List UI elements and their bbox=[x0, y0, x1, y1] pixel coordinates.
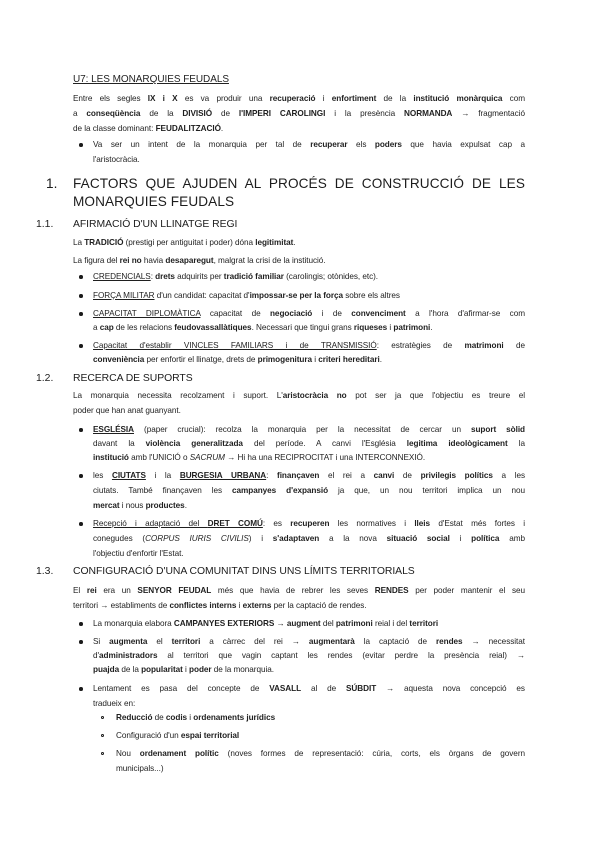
section-1-title-line-2: MONARQUIES FEUDALS bbox=[73, 194, 235, 209]
bullet-dot bbox=[79, 312, 83, 316]
s12-bullet-ciutats-line-2: ciutats. També finançaven les campanyes d'expansió ja que, un nou territori implica un nou bbox=[93, 486, 525, 495]
subsection-1-2-number: 1.2. bbox=[36, 373, 54, 384]
sub-bullet-circle bbox=[101, 716, 104, 719]
section-1-number: 1. bbox=[46, 176, 58, 191]
s13-bullet-vasall-line-2: tradueix en: bbox=[93, 699, 136, 708]
s11-bullet-capacitat-diplomatica-line-1: CAPACITAT DIPLOMÀTICA capacitat de negociació i de convenciment a l'hora d'afirmar-se com bbox=[93, 309, 526, 318]
s12-bullet-dret-comu-line-1: Recepció i adaptació del DRET COMÚ: es recuperen les normatives i lleis d'Estat més fortes i bbox=[93, 519, 525, 528]
sub-bullet-circle bbox=[101, 734, 104, 737]
intro-bullet-line-1: Va ser un intent de la monarquia per tal de recuperar els poders que havia expulsat cap a bbox=[93, 140, 526, 149]
sub-bullet-circle bbox=[101, 752, 104, 755]
intro-line-1: Entre els segles IX i X es va produir una recuperació i enfortiment de la institució monàrquica com bbox=[73, 94, 525, 103]
s11-bullet-credencials: CREDENCIALS: drets adquirits per tradició familiar (carolingis; otònides, etc). bbox=[93, 272, 379, 281]
intro-line-2: a conseqüència de la DIVISIÓ de l'IMPERI CAROLINGI i la presència NORMANDA → fragmentació bbox=[73, 109, 525, 118]
s11-paragraph-1: La TRADICIÓ (prestigi per antiguitat i poder) dóna legitimitat. bbox=[73, 238, 296, 247]
s13-sub-configuracio: Configuració d'un espai territorial bbox=[116, 731, 240, 740]
s13-bullet-territori-line-2: d'administradors al territori que vagin captant les rendes (evitar perdre la presència reial) → bbox=[93, 651, 525, 660]
intro-line-3: de la classe dominant: FEUDALITZACIÓ. bbox=[73, 124, 224, 133]
s11-bullet-forca-militar: FORÇA MILITAR d'un candidat: capacitat d'impossar-se per la força sobre els altres bbox=[93, 291, 400, 300]
s13-bullet-territori-line-3: puajda de la popularitat i poder de la monarquia. bbox=[93, 665, 274, 674]
bullet-dot bbox=[79, 275, 83, 279]
s12-bullet-esglesia-line-1: ESGLÉSIA (paper crucial): recolza la monarquia per la necessitat de cercar un suport sòlid bbox=[93, 425, 525, 434]
bullet-dot bbox=[79, 474, 83, 478]
s13-sub-ordenament-line-2: municipals...) bbox=[116, 764, 164, 773]
s12-bullet-dret-comu-line-2: conegudes (CORPUS IURIS CIVILIS) i s'adaptaven a la nova situació social i política amb bbox=[93, 534, 525, 543]
bullet-dot bbox=[79, 640, 83, 644]
s12-bullet-esglesia-line-2: davant la violència generalitzada del període. A canvi l'Església legitima ideològicament la bbox=[93, 439, 526, 448]
subsection-1-1-number: 1.1. bbox=[36, 219, 54, 230]
bullet-dot bbox=[79, 622, 83, 626]
s13-bullet-campanyes: La monarquia elabora CAMPANYES EXTERIORS → augment del patrimoni reial i del territori bbox=[93, 619, 439, 628]
s13-sub-ordenament-line-1: Nou ordenament polític (noves formes de representació: cúria, corts, els òrgans de govern bbox=[116, 749, 525, 758]
document-title: U7: LES MONARQUIES FEUDALS bbox=[73, 74, 229, 85]
s13-sub-reduccio: Reducció de codis i ordenaments jurídics bbox=[116, 713, 276, 722]
s13-paragraph-line-2: territori → establiments de conflictes interns i externs per la captació de rendes. bbox=[73, 601, 367, 610]
section-1-title-line-1: FACTORS QUE AJUDEN AL PROCÉS DE CONSTRUCCIÓ DE LES bbox=[73, 176, 525, 191]
s12-paragraph-line-1: La monarquia necessita recolzament i suport. L'aristocràcia no pot ser ja que l'objectiu es treure el bbox=[73, 391, 525, 400]
subsection-1-1-title: AFIRMACIÓ D'UN LLINATGE REGI bbox=[73, 219, 238, 230]
s13-bullet-vasall-line-1: Lentament es pasa del concepte de VASALL al de SÚBDIT → aquesta nova concepció es bbox=[93, 684, 525, 693]
s11-bullet-vincles-familiars-line-1: Capacitat d'establir VINCLES FAMILIARS i de TRANSMISSIÓ: estratègies de matrimoni de bbox=[93, 341, 526, 350]
s12-bullet-ciutats-line-1: les CIUTATS i la BURGESIA URBANA: finançaven el rei a canvi de privilegis polítics a les bbox=[93, 471, 526, 480]
s11-bullet-capacitat-diplomatica-line-2: a cap de les relacions feudovassallàtiques. Necessari que tingui grans riqueses i patrimoni. bbox=[93, 323, 433, 332]
bullet-dot bbox=[79, 344, 83, 348]
s13-bullet-territori-line-1: Si augmenta el territori a càrrec del rei → augmentarà la captació de rendes → necessitat bbox=[93, 637, 525, 646]
s11-paragraph-2: La figura del rei no havia desaparegut, malgrat la crisi de la institució. bbox=[73, 256, 326, 265]
subsection-1-3-number: 1.3. bbox=[36, 566, 54, 577]
bullet-dot bbox=[79, 428, 83, 432]
bullet-dot bbox=[79, 522, 83, 526]
s12-paragraph-line-2: poder que han anat guanyant. bbox=[73, 406, 181, 415]
bullet-dot bbox=[79, 294, 83, 298]
s12-bullet-esglesia-line-3: institució amb l'UNICIÓ o SACRUM → Hi ha una RECIPROCITAT i una INTERCONNEXIÓ. bbox=[93, 453, 426, 462]
bullet-dot bbox=[79, 687, 83, 691]
s11-bullet-vincles-familiars-line-2: conveniència per enfortir el llinatge, drets de primogenitura i criteri hereditari. bbox=[93, 355, 382, 364]
intro-bullet-line-2: l'aristocràcia. bbox=[93, 155, 140, 164]
s13-paragraph-line-1: El rei era un SENYOR FEUDAL més que havia de rebrer les seves RENDES per poder mantenir el seu bbox=[73, 586, 525, 595]
bullet-dot bbox=[79, 143, 83, 147]
s12-bullet-ciutats-line-3: mercat i nous productes. bbox=[93, 501, 187, 510]
subsection-1-2-title: RECERCA DE SUPORTS bbox=[73, 373, 193, 384]
s12-bullet-dret-comu-line-3: l'objectiu d'enfortir l'Estat. bbox=[93, 549, 184, 558]
subsection-1-3-title: CONFIGURACIÓ D'UNA COMUNITAT DINS UNS LÍMITS TERRITORIALS bbox=[73, 566, 415, 577]
